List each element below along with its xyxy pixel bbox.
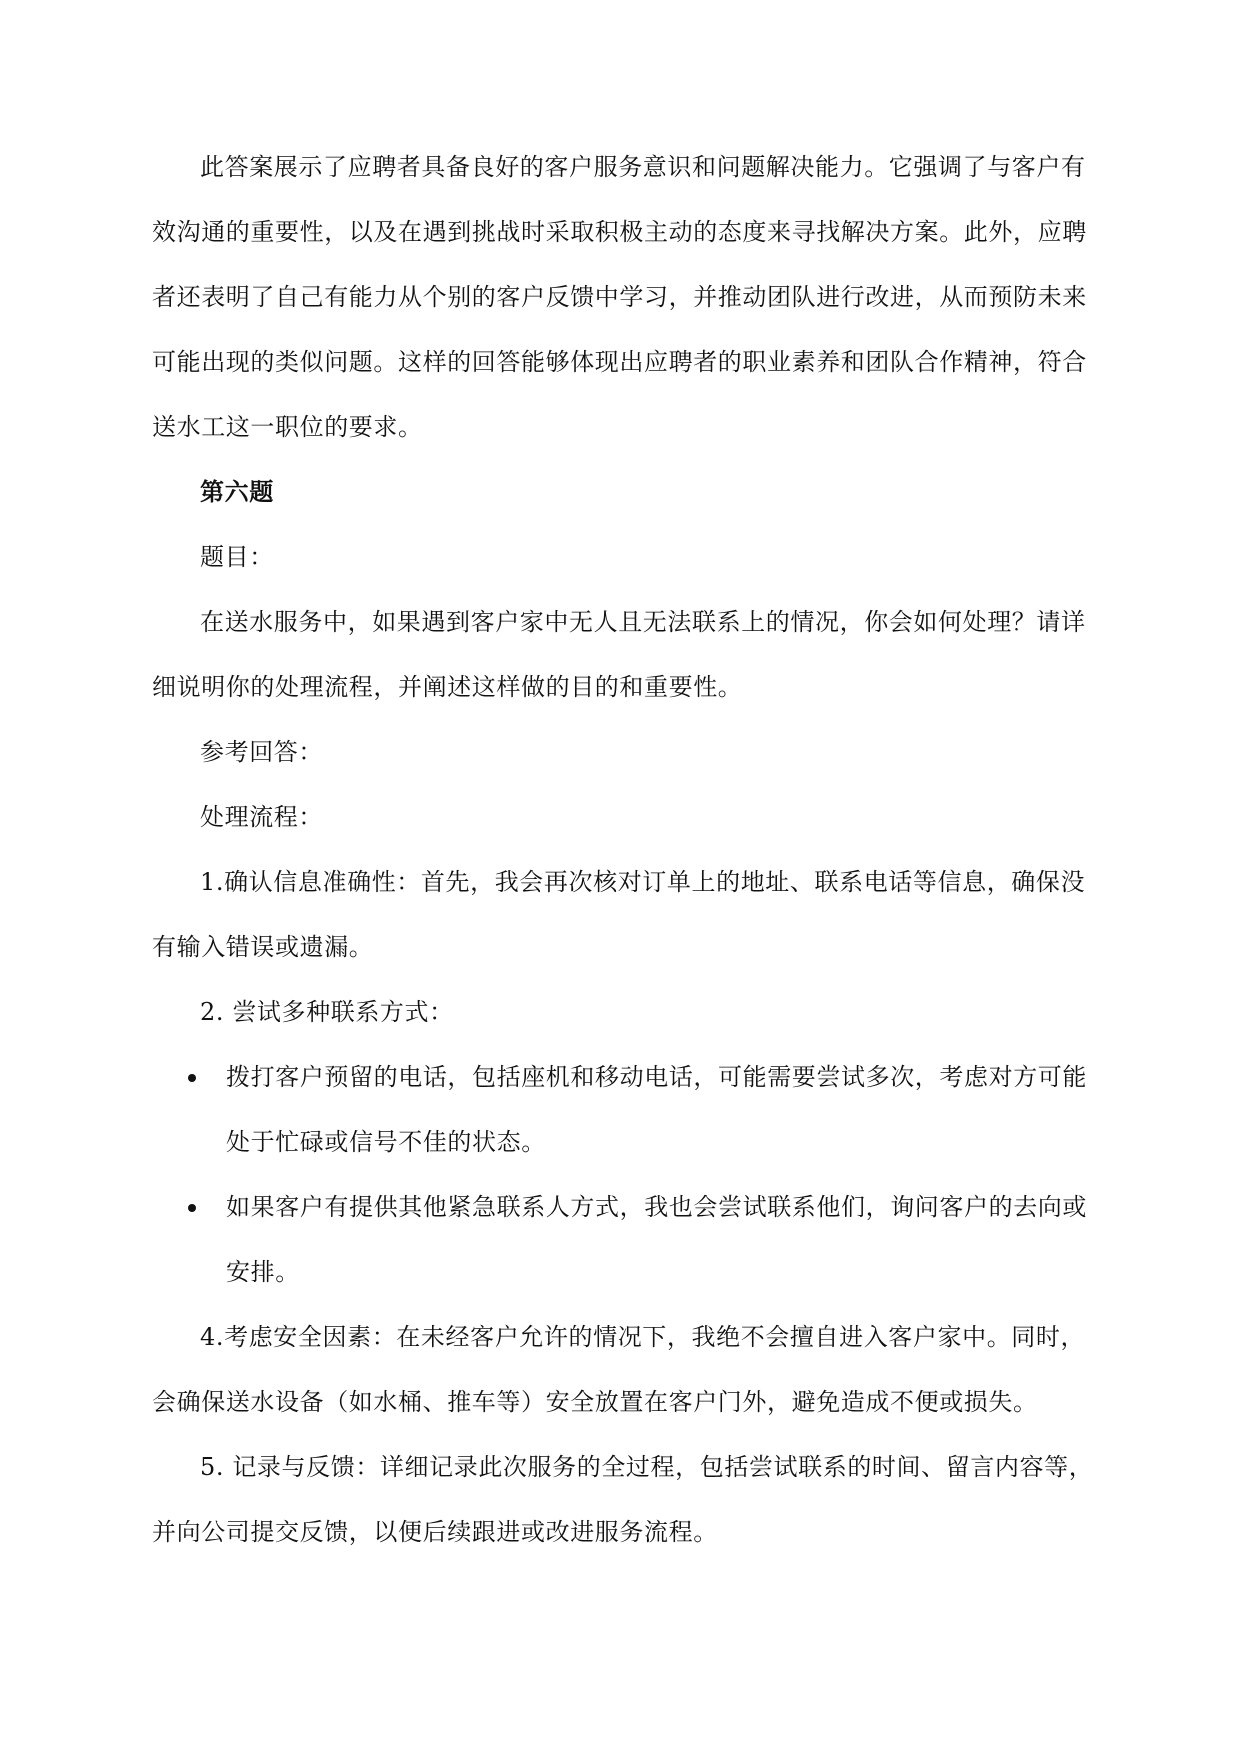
- step-1-line: 有输入错误或遗漏。: [152, 933, 374, 961]
- bullet-line: 安排。: [226, 1258, 300, 1286]
- summary-line: 送水工这一职位的要求。: [152, 413, 423, 441]
- step-4-line: 会确保送水设备（如水桶、推车等）安全放置在客户门外，避免造成不便或损失。: [152, 1388, 1038, 1416]
- summary-line: 效沟通的重要性，以及在遇到挑战时采取积极主动的态度来寻找解决方案。此外，应聘: [152, 218, 1087, 246]
- process-label: 处理流程：: [200, 803, 323, 831]
- bullet-dot-icon: [188, 1074, 196, 1082]
- bullet-line: 拨打客户预留的电话，包括座机和移动电话，可能需要尝试多次，考虑对方可能: [226, 1063, 1087, 1091]
- step-1-line: 1.确认信息准确性：首先，我会再次核对订单上的地址、联系电话等信息，确保没: [200, 868, 1086, 896]
- step-5-line: 并向公司提交反馈，以便后续跟进或改进服务流程。: [152, 1518, 718, 1546]
- step-5-line: 5. 记录与反馈：详细记录此次服务的全过程，包括尝试联系的时间、留言内容等，: [200, 1453, 1094, 1481]
- summary-line: 此答案展示了应聘者具备良好的客户服务意识和问题解决能力。它强调了与客户有: [200, 153, 1086, 181]
- summary-line: 者还表明了自己有能力从个别的客户反馈中学习，并推动团队进行改进，从而预防未来: [152, 283, 1087, 311]
- section-title: 第六题: [200, 477, 274, 506]
- question-line: 在送水服务中，如果遇到客户家中无人且无法联系上的情况，你会如何处理？请详: [200, 608, 1086, 636]
- question-line: 细说明你的处理流程，并阐述这样做的目的和重要性。: [152, 673, 743, 701]
- summary-line: 可能出现的类似问题。这样的回答能够体现出应聘者的职业素养和团队合作精神，符合: [152, 348, 1087, 376]
- bullet-dot-icon: [188, 1204, 196, 1212]
- bullet-line: 如果客户有提供其他紧急联系人方式，我也会尝试联系他们，询问客户的去向或: [226, 1193, 1087, 1221]
- answer-label: 参考回答：: [200, 738, 323, 766]
- question-label: 题目：: [200, 543, 274, 571]
- step-4-line: 4.考虑安全因素：在未经客户允许的情况下，我绝不会擅自进入客户家中。同时，: [200, 1323, 1086, 1351]
- bullet-line: 处于忙碌或信号不佳的状态。: [226, 1128, 546, 1156]
- step-2-title: 2. 尝试多种联系方式：: [200, 998, 454, 1026]
